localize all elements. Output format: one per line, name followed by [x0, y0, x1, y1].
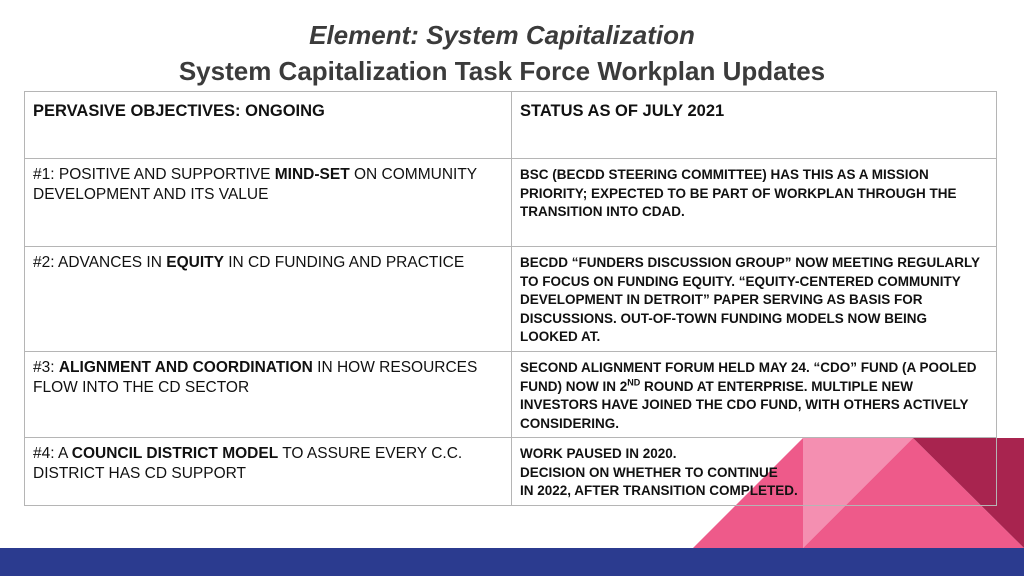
objective-keyword: EQUITY: [166, 254, 224, 271]
col-header-status: STATUS AS OF JULY 2021: [512, 92, 997, 159]
footer-bar: [0, 548, 1024, 576]
objective-text: #1: POSITIVE AND SUPPORTIVE: [33, 166, 275, 183]
page-subtitle: System Capitalization Task Force Workplan Updates: [178, 56, 826, 86]
objective-text: #4: A: [33, 445, 72, 462]
col-header-objectives: PERVASIVE OBJECTIVES: ONGOING: [25, 92, 512, 159]
objective-text: #2: ADVANCES IN: [33, 254, 167, 271]
objective-cell: [25, 159, 512, 247]
objective-keyword: COUNCIL DISTRICT MODEL: [71, 445, 279, 462]
status-cell: BECDD “FUNDERS DISCUSSION GROUP” NOW MEETING REGULARLY TO FOCUS ON FUNDING EQUITY. “EQUITY-CENTERED COMMUNITY DEVELOPMENT IN DETROIT” PAPER SERVING AS BASIS FOR DISCUSSIONS. OUT-OF-TOWN FUNDING MODELS NOW BEING LOOKED AT.: [512, 247, 997, 352]
table-header-row: [25, 92, 997, 159]
page-title: Element: System Capitalization: [309, 20, 695, 50]
table-row: [25, 438, 997, 506]
status-cell: [512, 352, 997, 438]
objective-cell: [25, 438, 512, 506]
objective-text: #3:: [33, 359, 59, 376]
objective-keyword: MIND-SET: [274, 166, 350, 183]
status-text: SECOND ALIGNMENT FORUM HELD MAY 24. “CDO” FUND (A POOLED FUND) NOW IN 2: [520, 360, 977, 394]
status-text: ROUND AT ENTERPRISE. MULTIPLE NEW INVESTORS HAVE JOINED THE CDO FUND, WITH OTHERS ACTIVELY CONSIDERING.: [520, 378, 969, 431]
table-row: [25, 159, 997, 247]
table-row: [25, 247, 997, 352]
objective-cell: [25, 247, 512, 352]
status-line: WORK PAUSED IN 2020.: [520, 446, 677, 461]
status-line: IN 2022, AFTER TRANSITION COMPLETED.: [520, 483, 798, 498]
objective-cell: [25, 352, 512, 438]
table-row: [25, 352, 997, 438]
objective-text: ON COMMUNITY DEVELOPMENT AND ITS VALUE: [33, 166, 477, 203]
objective-keyword: ALIGNMENT AND COORDINATION: [58, 359, 313, 376]
objective-text: IN CD FUNDING AND PRACTICE: [223, 254, 465, 271]
status-line: DECISION ON WHETHER TO CONTINUE: [520, 464, 778, 480]
status-cell: BSC (BECDD STEERING COMMITTEE) HAS THIS AS A MISSION PRIORITY; EXPECTED TO BE PART OF WORKPLAN THROUGH THE TRANSITION INTO CDAD.: [512, 159, 997, 247]
status-cell: [512, 438, 997, 506]
status-superscript: ND: [627, 377, 641, 387]
workplan-table: [24, 91, 997, 506]
objective-text: TO ASSURE EVERY C.C. DISTRICT HAS CD SUPPORT: [33, 445, 463, 482]
objective-text: IN HOW RESOURCES FLOW INTO THE CD SECTOR: [33, 359, 478, 396]
